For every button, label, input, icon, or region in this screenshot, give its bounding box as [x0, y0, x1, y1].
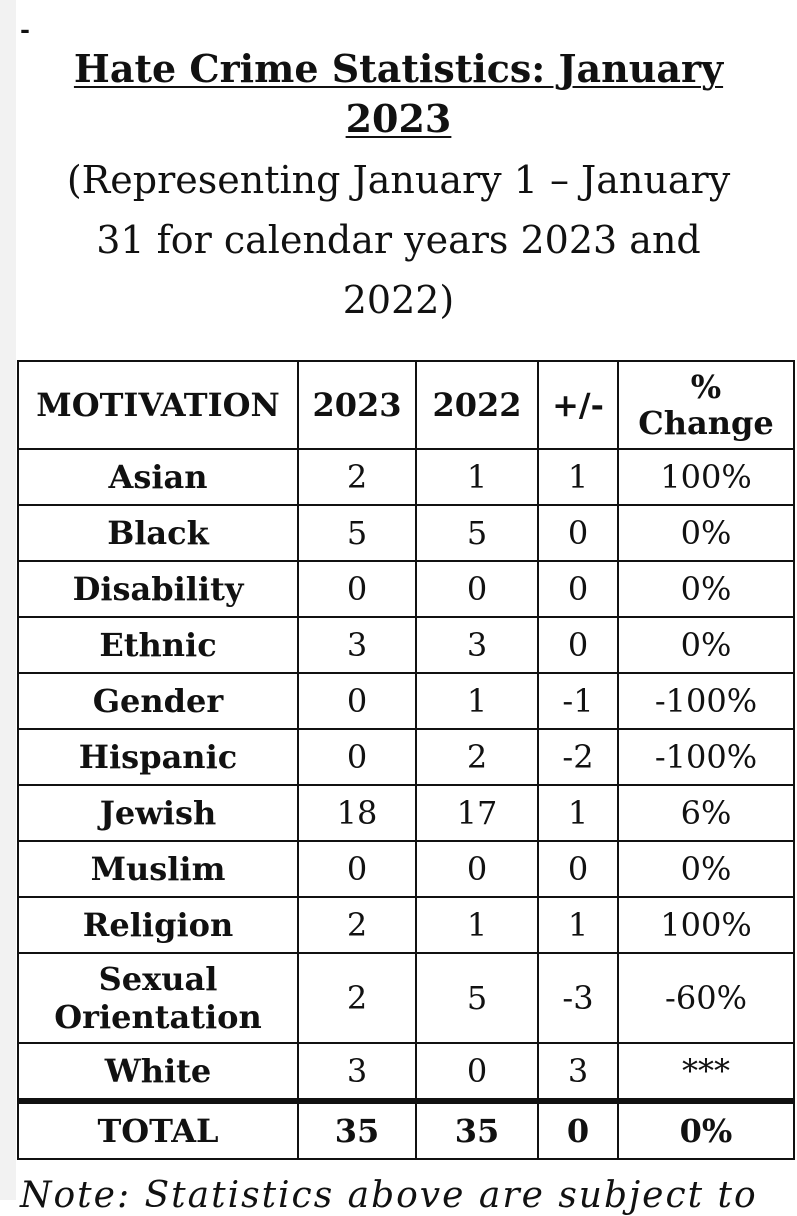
- percent-change-cell: -100%: [618, 729, 794, 785]
- header-percent-sign: %: [690, 368, 722, 406]
- count-2023-cell: 5: [298, 505, 416, 561]
- motivation-cell: Hispanic: [18, 729, 298, 785]
- total-2023-cell: 35: [298, 1101, 416, 1159]
- subtitle-line-1: (Representing January 1 – January: [66, 158, 731, 202]
- count-2023-cell: 0: [298, 561, 416, 617]
- difference-cell: -3: [538, 953, 618, 1043]
- count-2022-cell: 1: [416, 449, 538, 505]
- percent-change-cell: 100%: [618, 897, 794, 953]
- motivation-cell: Muslim: [18, 841, 298, 897]
- total-2022-cell: 35: [416, 1101, 538, 1159]
- table-row: [18, 729, 794, 785]
- motivation-cell: Disability: [18, 561, 298, 617]
- percent-change-cell: 0%: [618, 841, 794, 897]
- difference-cell: 1: [538, 897, 618, 953]
- count-2022-cell: 0: [416, 1043, 538, 1101]
- subtitle-line-3: 2022): [342, 278, 455, 322]
- table-row: [18, 841, 794, 897]
- count-2022-cell: 5: [416, 953, 538, 1043]
- count-2023-cell: 2: [298, 449, 416, 505]
- count-2022-cell: 3: [416, 617, 538, 673]
- percent-change-cell: 6%: [618, 785, 794, 841]
- table-row: [18, 1043, 794, 1101]
- count-2023-cell: 2: [298, 897, 416, 953]
- table-header-row: [18, 361, 794, 449]
- difference-cell: 1: [538, 785, 618, 841]
- motivation-cell: Gender: [18, 673, 298, 729]
- table-row: [18, 449, 794, 505]
- count-2023-cell: 3: [298, 617, 416, 673]
- percent-change-cell: 0%: [618, 617, 794, 673]
- table-row: [18, 617, 794, 673]
- difference-cell: 0: [538, 841, 618, 897]
- page-title: [49, 44, 749, 144]
- count-2022-cell: 1: [416, 897, 538, 953]
- motivation-line-2: Orientation: [54, 998, 262, 1036]
- percent-change-cell: -100%: [618, 673, 794, 729]
- header-year-2022: 2022: [416, 361, 538, 449]
- subtitle-line-2: 31 for calendar years 2023 and: [96, 218, 701, 262]
- table-row: [18, 953, 794, 1043]
- header-motivation: MOTIVATION: [18, 361, 298, 449]
- header-year-2023: 2023: [298, 361, 416, 449]
- table-row: [18, 785, 794, 841]
- motivation-line-1: Sexual: [98, 960, 218, 998]
- table-total-row: [18, 1101, 794, 1159]
- difference-cell: 3: [538, 1043, 618, 1101]
- table-row: [18, 505, 794, 561]
- difference-cell: 1: [538, 449, 618, 505]
- motivation-cell: White: [18, 1043, 298, 1101]
- difference-cell: 0: [538, 561, 618, 617]
- motivation-cell: Religion: [18, 897, 298, 953]
- page-subtitle: [29, 150, 769, 330]
- table-row: [18, 673, 794, 729]
- corner-mark: -: [20, 15, 30, 44]
- total-difference-cell: 0: [538, 1101, 618, 1159]
- count-2023-cell: 0: [298, 729, 416, 785]
- count-2023-cell: 2: [298, 953, 416, 1043]
- header-percent-change: [618, 361, 794, 449]
- difference-cell: -2: [538, 729, 618, 785]
- motivation-cell: Black: [18, 505, 298, 561]
- percent-change-cell: 100%: [618, 449, 794, 505]
- difference-cell: -1: [538, 673, 618, 729]
- count-2022-cell: 17: [416, 785, 538, 841]
- count-2022-cell: 1: [416, 673, 538, 729]
- percent-change-cell: -60%: [618, 953, 794, 1043]
- percent-change-cell: 0%: [618, 505, 794, 561]
- motivation-cell: [18, 953, 298, 1043]
- motivation-cell: Ethnic: [18, 617, 298, 673]
- hate-crime-table: [17, 360, 795, 1160]
- table-row: [18, 897, 794, 953]
- header-difference: +/-: [538, 361, 618, 449]
- motivation-cell: Jewish: [18, 785, 298, 841]
- page-left-edge: [0, 0, 16, 1200]
- table-row: [18, 561, 794, 617]
- difference-cell: 0: [538, 505, 618, 561]
- header-change-label: Change: [638, 404, 774, 442]
- percent-change-cell: ***: [618, 1043, 794, 1101]
- count-2022-cell: 5: [416, 505, 538, 561]
- percent-change-cell: 0%: [618, 561, 794, 617]
- motivation-cell: Asian: [18, 449, 298, 505]
- count-2022-cell: 0: [416, 841, 538, 897]
- count-2023-cell: 0: [298, 673, 416, 729]
- footnote: Note: Statistics above are subject to: [20, 1175, 758, 1216]
- count-2022-cell: 2: [416, 729, 538, 785]
- count-2022-cell: 0: [416, 561, 538, 617]
- title-line-1: Hate Crime Statistics: January: [73, 46, 724, 91]
- difference-cell: 0: [538, 617, 618, 673]
- count-2023-cell: 0: [298, 841, 416, 897]
- count-2023-cell: 18: [298, 785, 416, 841]
- count-2023-cell: 3: [298, 1043, 416, 1101]
- title-line-2: 2023: [345, 96, 452, 141]
- total-percent-change-cell: 0%: [618, 1101, 794, 1159]
- page-heading: [20, 44, 777, 330]
- total-label: TOTAL: [18, 1101, 298, 1159]
